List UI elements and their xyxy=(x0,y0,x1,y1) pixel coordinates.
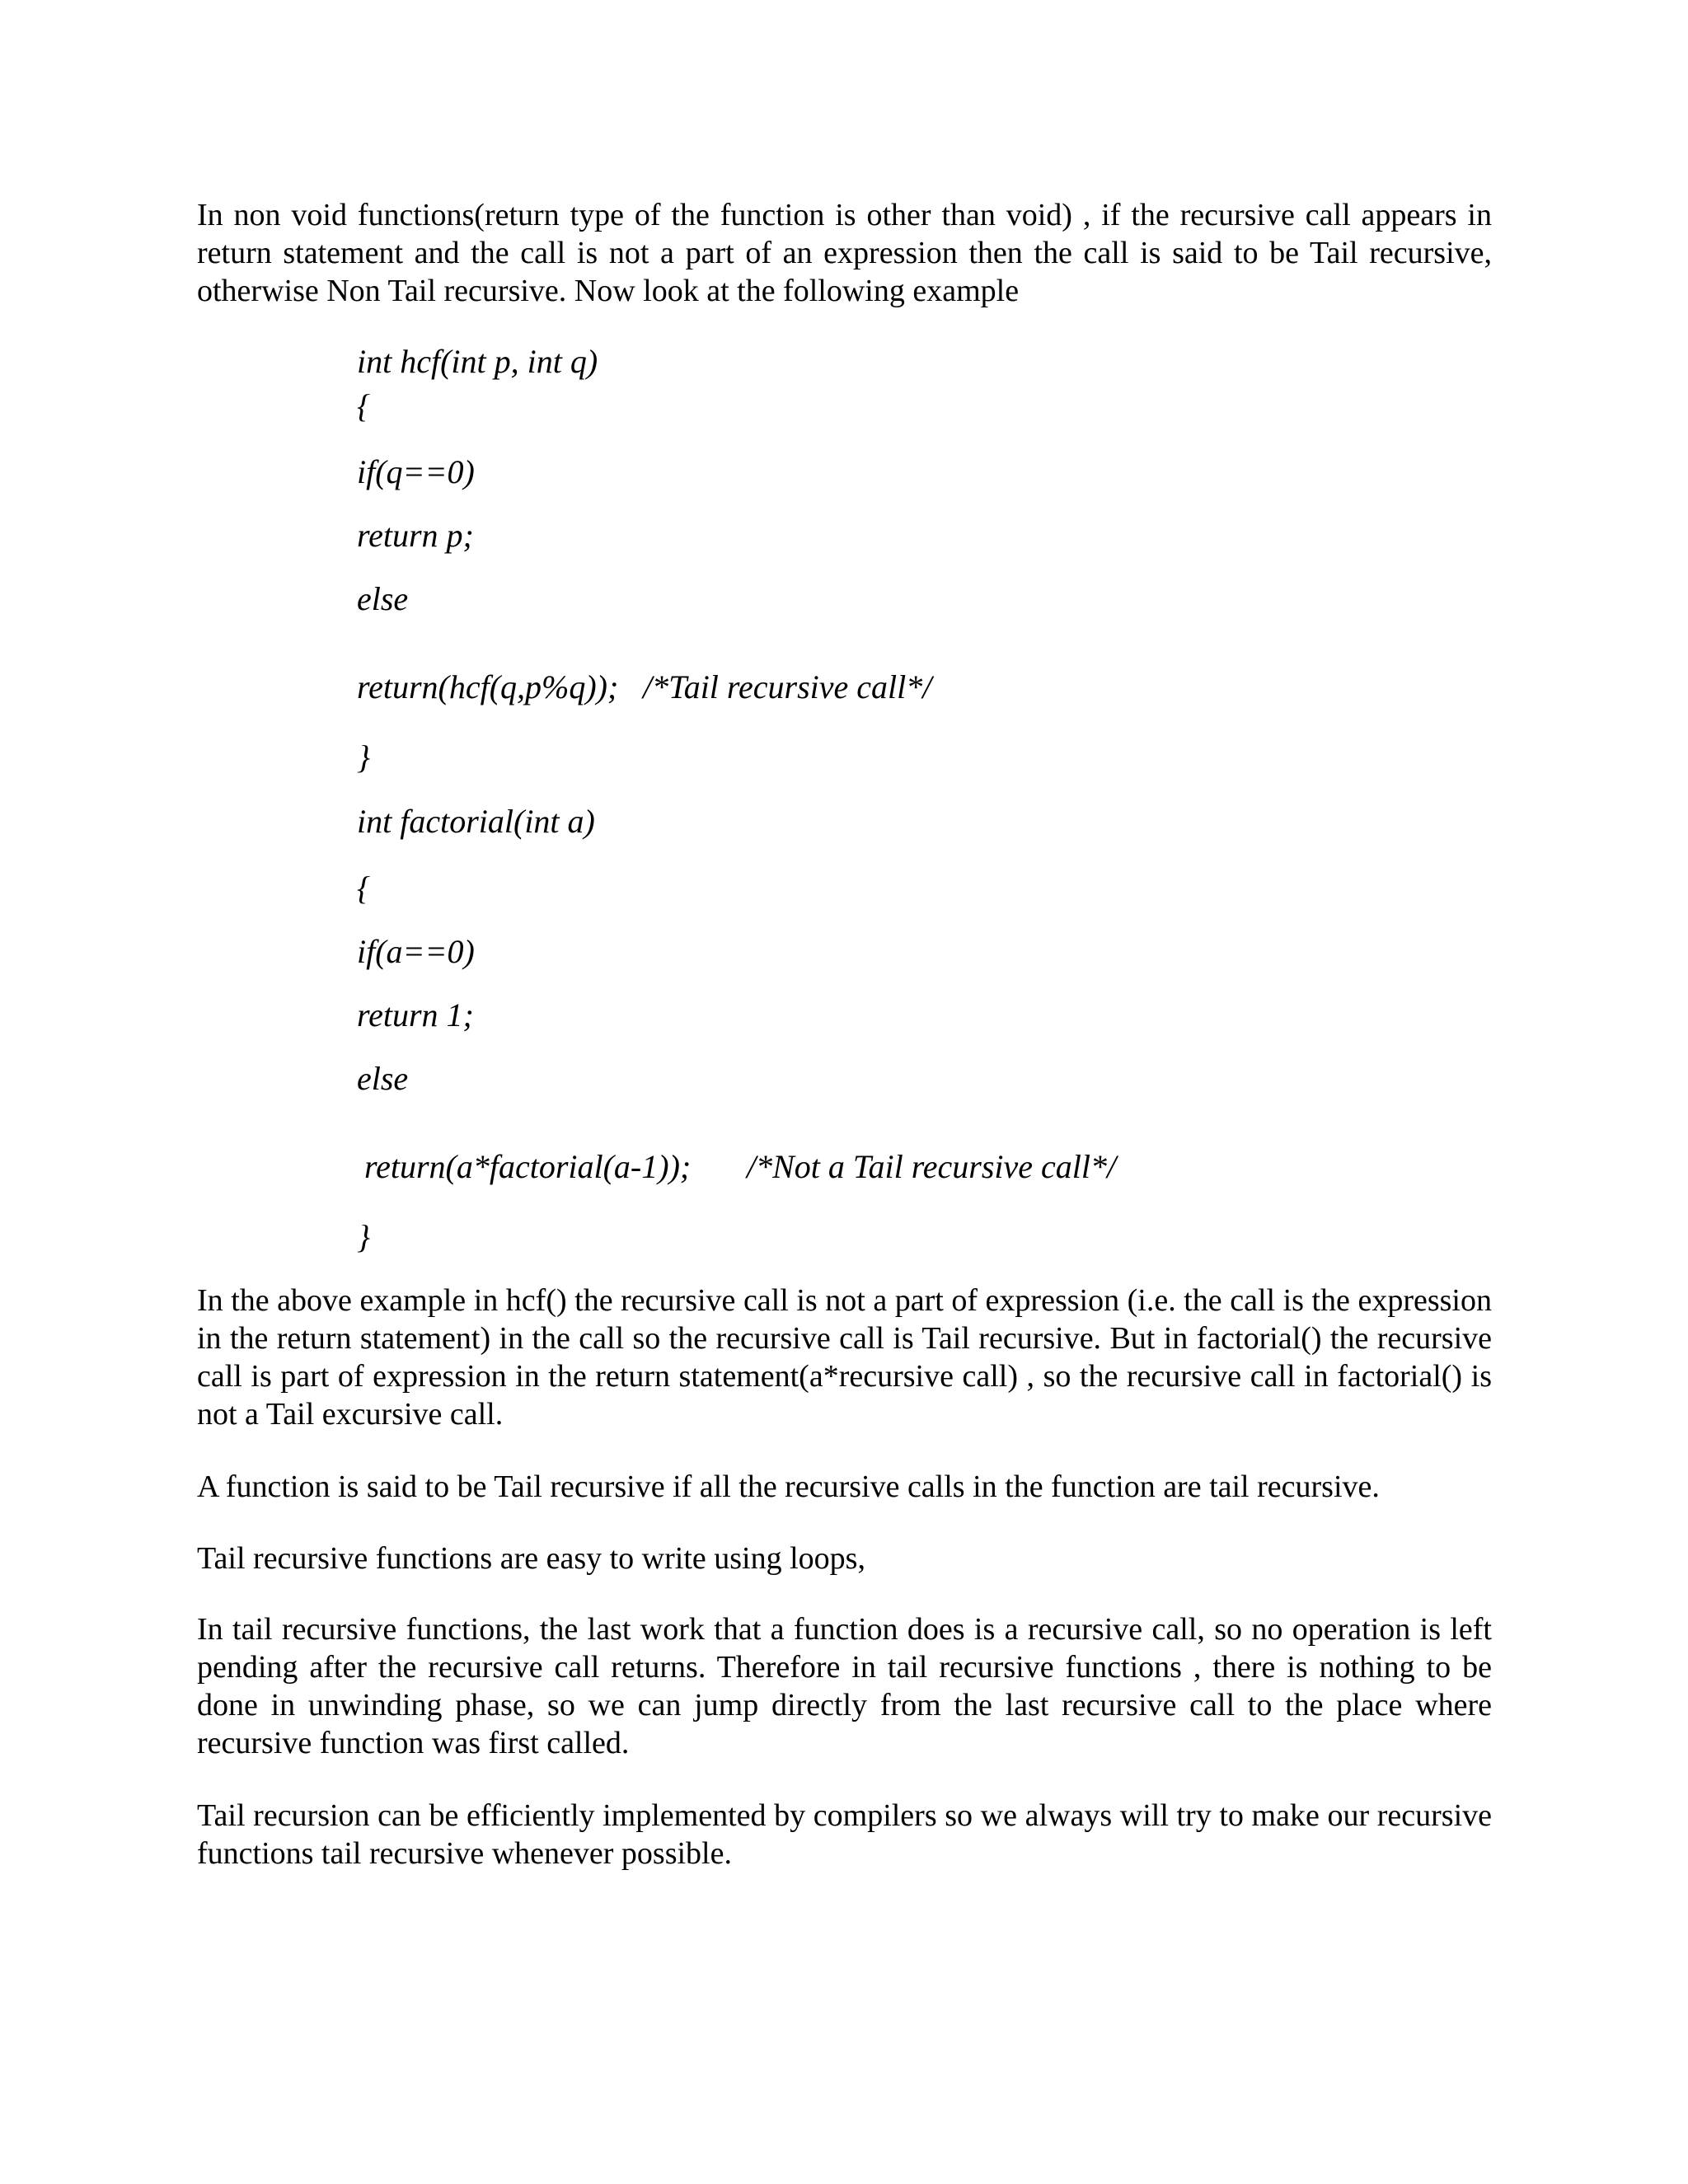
code-factorial-close-brace: } xyxy=(357,1218,370,1255)
intro-paragraph: In non void functions(return type of the function is other than void) , if the recursive call appears in return statement and the call is not a part of an expression then the call is said to be Tail recursive, otherwise Non Tail recursive. Now look at the following example xyxy=(197,198,1492,308)
code-hcf-else: else xyxy=(357,580,409,617)
definition-paragraph: A function is said to be Tail recursive if all the recursive calls in the function are tail recursive. xyxy=(197,1469,1380,1504)
code-factorial-else: else xyxy=(357,1060,409,1097)
code-factorial-if: if(a==0) xyxy=(357,933,475,970)
code-factorial-open-brace: { xyxy=(357,869,370,907)
code-factorial-signature: int factorial(int a) xyxy=(357,803,595,840)
compilers-paragraph: Tail recursion can be efficiently implemented by compilers so we always will try to make our recursive functions tail recursive whenever possible. xyxy=(197,1798,1492,1871)
code-hcf-comment: /*Tail recursive call*/ xyxy=(643,668,932,705)
code-hcf-open-brace: { xyxy=(357,387,370,424)
code-hcf-if: if(q==0) xyxy=(357,453,475,490)
unwinding-paragraph: In tail recursive functions, the last work that a function does is a recursive call, so no operation is left pending after the recursive call returns. Therefore in tail recursive functions , there is nothing to be done in unwinding phase, so we can jump directly from the last recursive call to the place where recursive function was first called. xyxy=(197,1612,1492,1760)
code-hcf-signature: int hcf(int p, int q) xyxy=(357,343,598,380)
code-hcf-close-brace: } xyxy=(357,738,370,776)
code-hcf-return-p: return p; xyxy=(357,517,474,554)
explanation-paragraph: In the above example in hcf() the recursive call is not a part of expression (i.e. the call is the expression in the return statement) in the call so the recursive call is Tail recursive. But in factorial() the recursive call is part of expression in the return statement(a*recursive call) , so the recursive call in factorial() is not a Tail excursive call. xyxy=(197,1283,1492,1432)
code-hcf-return-call: return(hcf(q,p%q)); xyxy=(357,668,619,705)
loops-paragraph: Tail recursive functions are easy to write using loops, xyxy=(197,1541,865,1576)
code-factorial-return-1: return 1; xyxy=(357,996,474,1033)
code-factorial-comment: /*Not a Tail recursive call*/ xyxy=(747,1148,1117,1185)
code-factorial-return-call: return(a*factorial(a-1)); xyxy=(364,1148,692,1185)
